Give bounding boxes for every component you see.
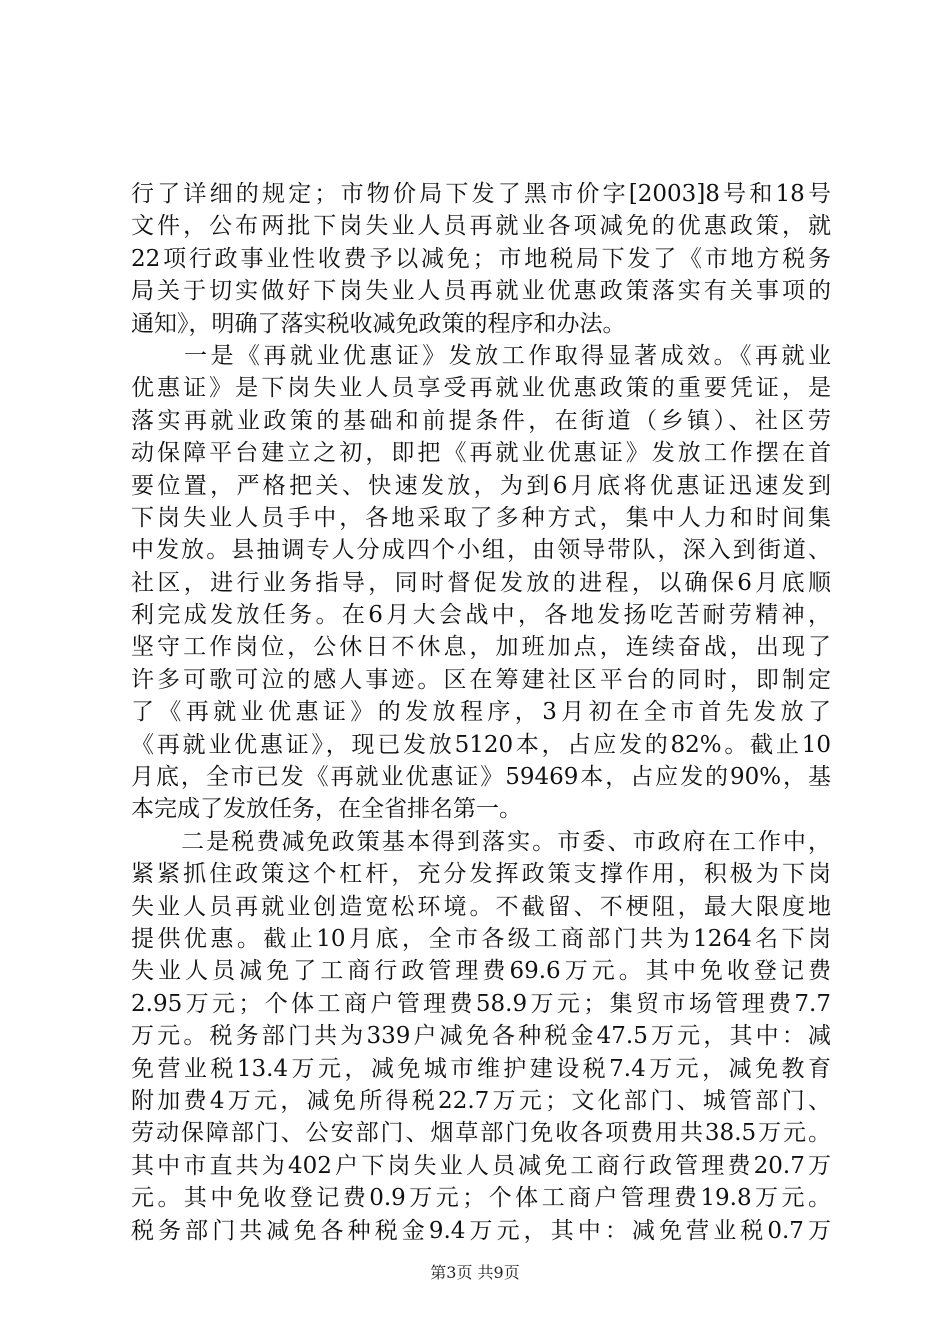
text-line: 其中市直共为402户下岗失业人员减免工商行政管理费20.7万 [131,1152,831,1179]
text-line: 优惠证》是下岗失业人员享受再就业优惠政策的重要凭证，是 [131,375,831,402]
text-line: 附加费4万元，减免所得税22.7万元；文化部门、城管部门、 [131,1087,831,1114]
text-line: 紧紧抓住政策这个杠杆，充分发挥政策支撑作用，积极为下岗 [131,861,831,888]
text-line: 文件，公布两批下岗失业人员再就业各项减免的优惠政策，就 [131,213,831,240]
body-text [131,178,831,1247]
text-line: 本完成了发放任务，在全省排名第一。 [131,796,522,823]
text-line: 中发放。县抽调专人分成四个小组，由领导带队，深入到街道、 [131,537,831,564]
text-line: 局关于切实做好下岗失业人员再就业优惠政策落实有关事项的 [131,278,831,305]
text-line: 动保障平台建立之初，即把《再就业优惠证》发放工作摆在首 [131,440,831,467]
text-line: 坚守工作岗位，公休日不休息，加班加点，连续奋战，出现了 [131,634,831,661]
text-line: 下岗失业人员手中，各地采取了多种方式，集中人力和时间集 [131,504,831,531]
page-footer: 第3页 共9页 [430,1263,520,1282]
text-line: 社区，进行业务指导，同时督促发放的进程，以确保6月底顺 [131,569,831,596]
text-line: 免营业税13.4万元，减免城市维护建设税7.4万元，减免教育 [131,1055,831,1082]
text-line: 二是税费减免政策基本得到落实。市委、市政府在工作中， [131,828,831,855]
text-line: 利完成发放任务。在6月大会战中，各地发扬吃苦耐劳精神， [131,602,831,629]
text-line: 失业人员再就业创造宽松环境。不截留、不梗阻，最大限度地 [131,893,831,920]
text-line: 了《再就业优惠证》的发放程序，3月初在全市首先发放了 [131,699,831,726]
text-line: 22项行政事业性收费予以减免；市地税局下发了《市地方税务 [131,245,831,272]
text-line: 提供优惠。截止10月底，全市各级工商部门共为1264名下岗 [131,925,831,952]
text-line: 元。其中免收登记费0.9万元；个体工商户管理费19.8万元。 [131,1185,831,1212]
text-line: 一是《再就业优惠证》发放工作取得显著成效。《再就业 [131,342,831,369]
text-line: 万元。税务部门共为339户减免各种税金47.5万元，其中：减 [131,1023,831,1050]
text-line: 税务部门共减免各种税金9.4万元，其中：减免营业税0.7万 [131,1217,831,1244]
text-line: 劳动保障部门、公安部门、烟草部门免收各项费用共38.5万元。 [131,1120,831,1147]
text-line: 落实再就业政策的基础和前提条件，在街道（乡镇）、社区劳 [131,407,831,434]
text-line: 月底，全市已发《再就业优惠证》59469本，占应发的90%，基 [131,764,831,791]
text-line: 2.95万元；个体工商户管理费58.9万元；集贸市场管理费7.7 [131,990,831,1017]
text-line: 许多可歌可泣的感人事迹。区在筹建社区平台的同时，即制定 [131,666,831,693]
text-line: 通知》，明确了落实税收减免政策的程序和办法。 [131,310,626,337]
text-line: 《再就业优惠证》，现已发放5120本，占应发的82%。截止10 [131,731,831,758]
text-line: 行了详细的规定；市物价局下发了黑市价字[2003]8号和18号 [131,181,831,207]
text-line: 要位置，严格把关、快速发放，为到6月底将优惠证迅速发到 [131,472,831,499]
text-line: 失业人员减免了工商行政管理费69.6万元。其中免收登记费 [131,958,831,985]
